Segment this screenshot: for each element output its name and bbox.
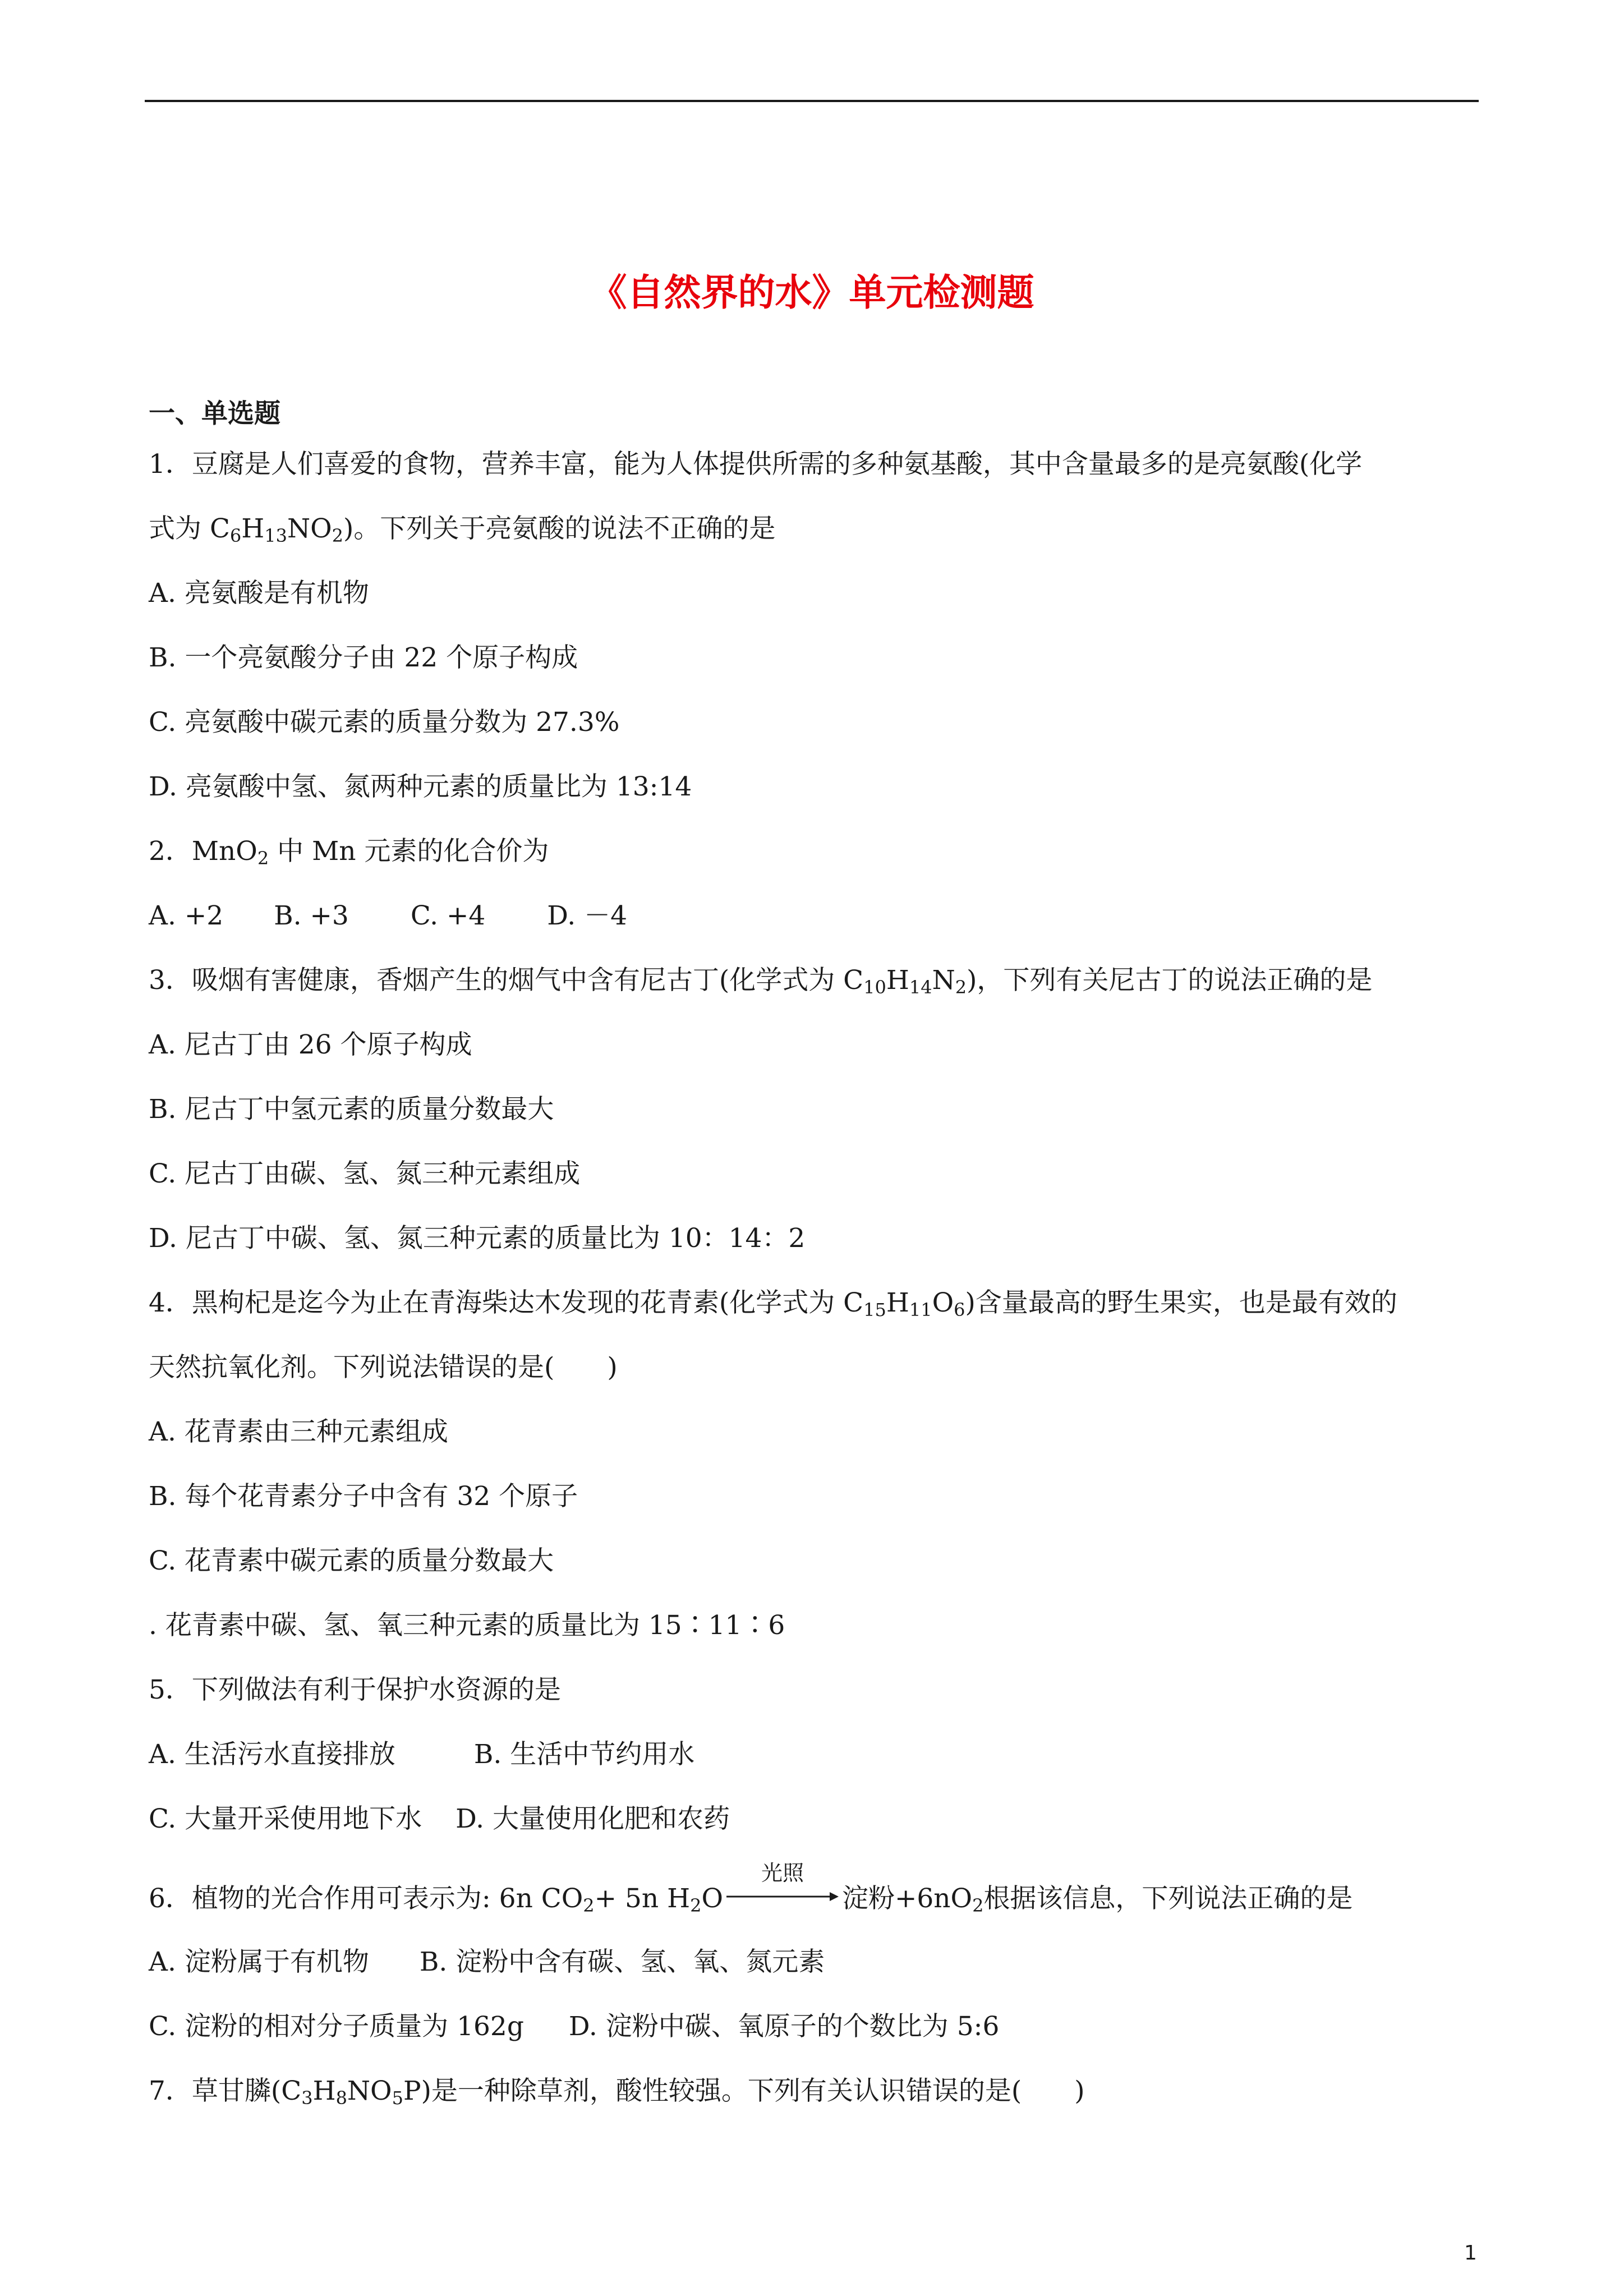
q1-option-a: A. 亮氨酸是有机物 (149, 578, 369, 609)
q2-option-b: B. +3 (274, 900, 349, 931)
q5-options-row2 (149, 1797, 730, 1842)
q6-option-d: D. 淀粉中碳、氧原子的个数比为 5:6 (568, 2011, 1000, 2042)
q5-option-a: A. 生活污水直接排放 (149, 1739, 395, 1770)
page-number: 1 (1464, 2242, 1477, 2265)
q1-option-c: C. 亮氨酸中碳元素的质量分数为 27.3% (149, 707, 620, 738)
q3-stem: 3．吸烟有害健康，香烟产生的烟气中含有尼古丁(化学式为 $C_{10}H_{14}N_2$)，下列有关尼古丁的说法正确的是 (149, 965, 1373, 998)
document-title: 《自然界的水》单元检测题 (590, 271, 1034, 314)
q5-options-row1 (149, 1732, 694, 1777)
section-heading: 一、单选题 (149, 398, 280, 429)
q6-stem: 6．植物的光合作用可表示为: 6n $CO_2+ 5n$ $H_2O$ 光照 淀粉$+6nO_2$根据该信息，下列说法正确的是 (149, 1876, 1352, 1921)
q2-options (149, 894, 627, 938)
q4-stem-line1: 4．黑枸杞是迄今为止在青海柴达木发现的花青素(化学式为 $C_{15}H_{11}O_6$)含量最高的野生果实，也是最有效的 (149, 1287, 1397, 1320)
q4-option-d: . 花青素中碳、氢、氧三种元素的质量比为 15∶11∶6 (149, 1610, 785, 1641)
q3-option-b: B. 尼古丁中氢元素的质量分数最大 (149, 1094, 554, 1125)
q5-option-d: D. 大量使用化肥和农药 (456, 1803, 730, 1834)
q6-option-c: C. 淀粉的相对分子质量为 162g (149, 2011, 524, 2042)
reaction-condition: 光照 (761, 1861, 804, 1885)
header-rule (145, 100, 1479, 102)
q5-stem: 5．下列做法有利于保护水资源的是 (149, 1674, 561, 1705)
q2-stem: 2．MnO$_2$ 中 Mn 元素的化合价为 (149, 836, 549, 869)
q4-option-a: A. 花青素由三种元素组成 (149, 1416, 448, 1447)
q6-option-a: A. 淀粉属于有机物 (149, 1947, 369, 1977)
q5-option-c: C. 大量开采使用地下水 (149, 1803, 422, 1834)
q3-option-d: D. 尼古丁中碳、氢、氮三种元素的质量比为 10：14：2 (149, 1223, 806, 1254)
q2-option-d: D. －4 (547, 900, 628, 931)
q4-stem-line2: 天然抗氧化剂。下列说法错误的是( ) (149, 1352, 618, 1383)
q5-option-b: B. 生活中节约用水 (473, 1739, 695, 1770)
q6-options-row2 (149, 2004, 999, 2049)
q2-option-a: A. +2 (149, 900, 224, 931)
q6-option-b: B. 淀粉中含有碳、氢、氧、氮元素 (419, 1947, 825, 1977)
q1-option-d: D. 亮氨酸中氢、氮两种元素的质量比为 13:14 (149, 771, 692, 802)
q3-option-a: A. 尼古丁由 26 个原子构成 (149, 1029, 472, 1060)
q6-options-row1 (149, 1940, 825, 1985)
q1-stem-line1: 1．豆腐是人们喜爱的食物，营养丰富，能为人体提供所需的多种氨基酸，其中含量最多的是亮氨酸(化学 (149, 449, 1363, 480)
q1-stem-line2: 式为 $C_6H_{13}NO_2$)。下列关于亮氨酸的说法不正确的是 (149, 513, 776, 546)
q4-option-c: C. 花青素中碳元素的质量分数最大 (149, 1545, 554, 1576)
q2-option-c: C. +4 (410, 900, 486, 931)
q7-stem: 7．草甘膦$(C_3H_8NO_5P)$是一种除草剂，酸性较强。下列有关认识错误的是( ) (149, 2076, 1085, 2109)
reaction-arrow (726, 1861, 839, 1921)
q1-option-b: B. 一个亮氨酸分子由 22 个原子构成 (149, 642, 578, 673)
q3-option-c: C. 尼古丁由碳、氢、氮三种元素组成 (149, 1158, 581, 1189)
q4-option-b: B. 每个花青素分子中含有 32 个原子 (149, 1481, 578, 1512)
